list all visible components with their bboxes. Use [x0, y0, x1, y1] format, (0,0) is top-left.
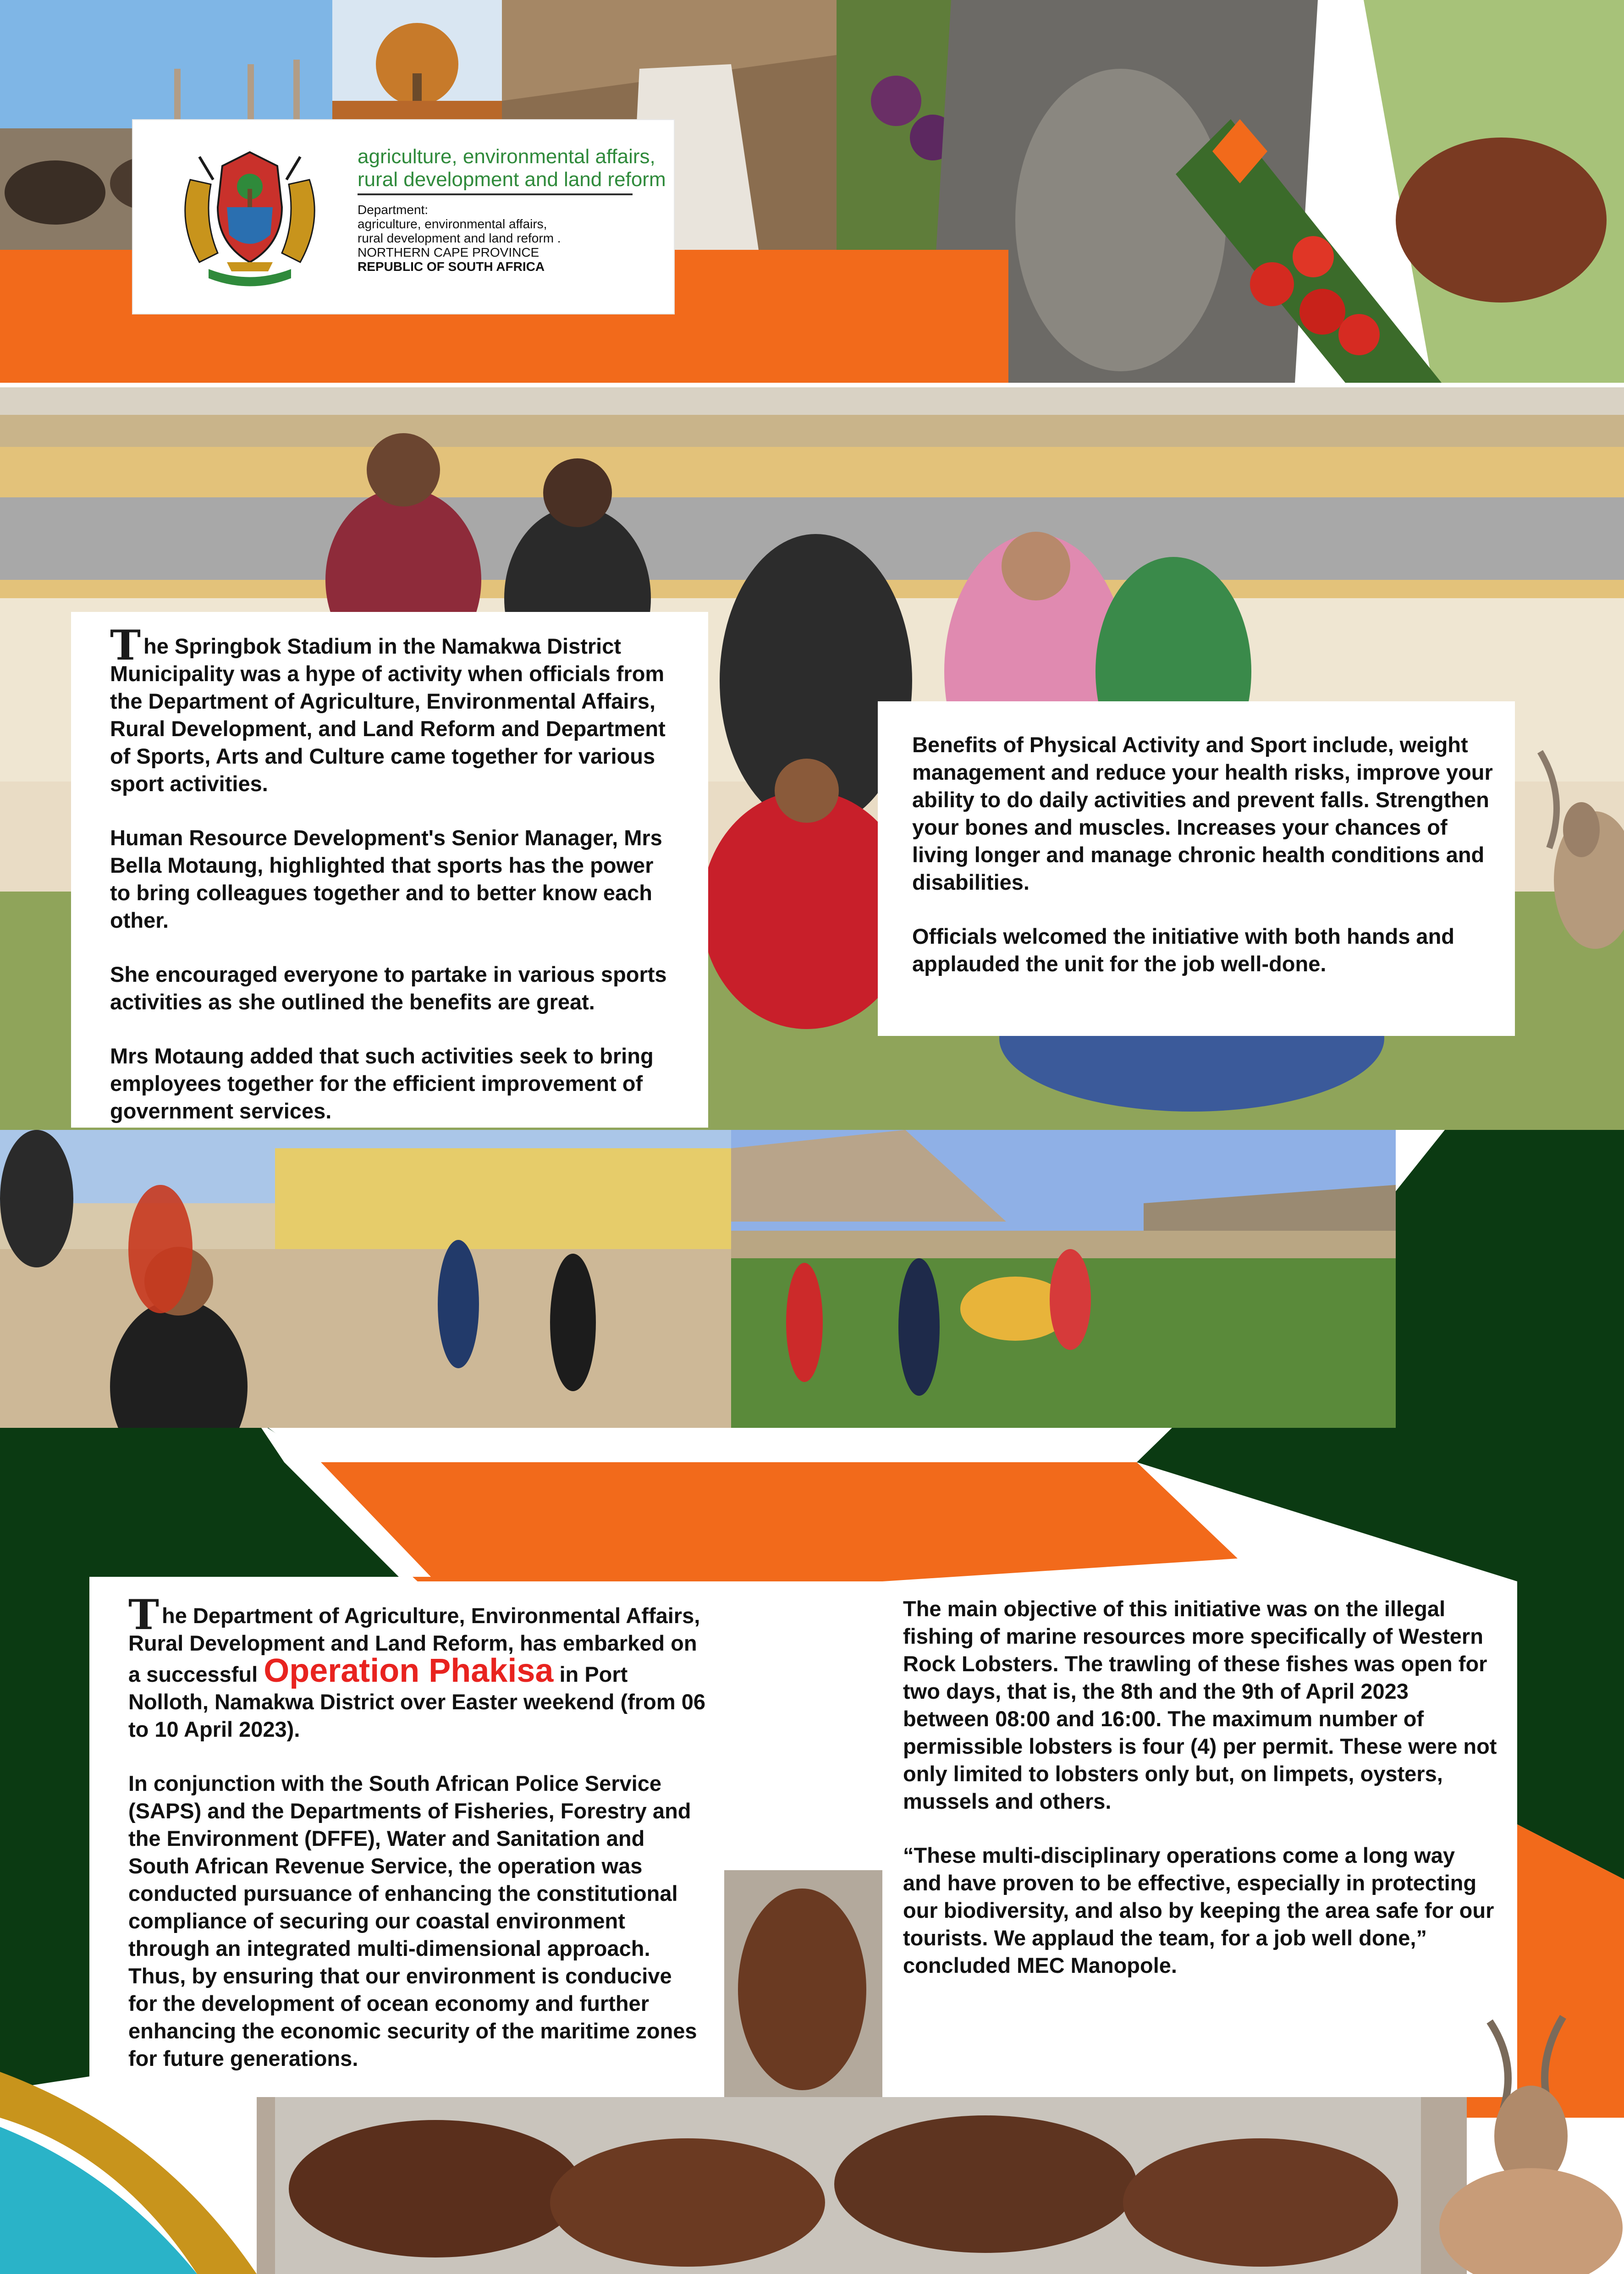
country-label: REPUBLIC OF SOUTH AFRICA — [358, 259, 545, 274]
department-title-line2: rural development and land reform — [358, 168, 666, 191]
department-title — [358, 145, 674, 191]
department-logo-card — [133, 120, 674, 314]
soccer-field-photo — [731, 1130, 1396, 1428]
dropcap-letter: T — [110, 621, 141, 670]
operation-phakisa-paragraph-1 — [128, 1591, 706, 1743]
coat-of-arms-icon — [158, 138, 341, 297]
field-participants-photo — [0, 1130, 731, 1428]
kudu-bottom-image — [1412, 2008, 1624, 2274]
department-label: Department: — [358, 203, 429, 217]
title-divider — [358, 193, 633, 195]
stadium-story-paragraph-1-text: he Springbok Stadium in the Namakwa District Municipality was a hype of activity when officials from the Department of Agriculture, Environmental Affairs, Rural Development, and Land Reform and Department of Sports, Arts and Culture came together for various sport activities. — [110, 634, 666, 796]
operation-phakisa-paragraph-2: In conjunction with the South African Police Service (SAPS) and the Departments of Fisheries, Forestry and the Environment (DFFE), Water and Sanitation and South African Revenue Service, the operation was conducted pursuance of enhancing the constitutional compliance of securing our coastal environment through an integrated multi-dimensional approach. Thus, by ensuring that our environment is conducive for the development of ocean economy and further enhancing the economic security of the maritime zones for future generations. — [128, 1771, 697, 2070]
sport-benefits-paragraph-1: Benefits of Physical Activity and Sport include, weight management and reduce your health risks, improve your ability to do daily activities and prevent falls. Strengthen your bones and muscles. Increases your chances of living longer and manage chronic health conditions and disabilities. — [912, 732, 1493, 894]
dropcap-letter: T — [128, 1591, 159, 1639]
operation-phakisa-card — [89, 1581, 724, 2097]
department-name-line2: rural development and land reform . — [358, 231, 561, 245]
department-subtitle — [358, 203, 665, 274]
mec-quote-paragraph: “These multi-disciplinary operations come a long way and have proven to be effective, especially in protecting our biodiversity, and also by keeping the area safe for our tourists. We applaud the team, for a job well done,” concluded MEC Manopole. — [903, 1843, 1494, 1977]
province-label: NORTHERN CAPE PROVINCE — [358, 245, 539, 259]
stadium-story-paragraph-3: She encouraged everyone to partake in various sports activities as she outlined the benefits are great. — [110, 962, 667, 1014]
stadium-story-paragraph-2: Human Resource Development's Senior Manager, Mrs Bella Motaung, highlighted that sports has the power to bring colleagues together and to better know each other. — [110, 826, 662, 932]
sport-benefits-card — [878, 701, 1515, 1036]
lobster-photo — [724, 1870, 882, 2099]
header-photo-quiver-tree — [332, 0, 502, 120]
stadium-story-paragraph-4: Mrs Motaung added that such activities seek to bring employees together for the efficient improvement of government services. — [110, 1044, 654, 1123]
stadium-story-card — [71, 612, 708, 1128]
lobsters-bottom-photo — [275, 2097, 1421, 2274]
department-name-line1: agriculture, environmental affairs, — [358, 217, 547, 231]
operation-phakisa-intro-text: he Department of Agriculture, Environmental Affairs, Rural Development and Land Reform, has embarked on a successful — [128, 1603, 700, 1686]
operation-phakisa-highlight: Operation Phakisa — [264, 1652, 554, 1689]
lobster-objective-paragraph-1: The main objective of this initiative was on the illegal fishing of marine resources more specifically of Western Rock Lobsters. The trawling of these fishes was open for two days, that is, the 8th and the 9th of April 2023 between 08:00 and 16:00. The maximum number of permissible lobsters is four (4) per permit. These were not only limited to lobsters only but, on limpets, oysters, mussels and others. — [903, 1597, 1497, 1813]
sport-benefits-paragraph-2: Officials welcomed the initiative with both hands and applauded the unit for the job well-done. — [912, 924, 1454, 976]
kudu-side-image — [1513, 743, 1624, 1018]
operation-phakisa-intro-end: in Port Nolloth, Namakwa District over Easter weekend (from 06 to 10 April 2023). — [128, 1662, 705, 1741]
department-title-line1: agriculture, environmental affairs, — [358, 145, 655, 168]
stadium-story-paragraph-1 — [110, 621, 669, 798]
